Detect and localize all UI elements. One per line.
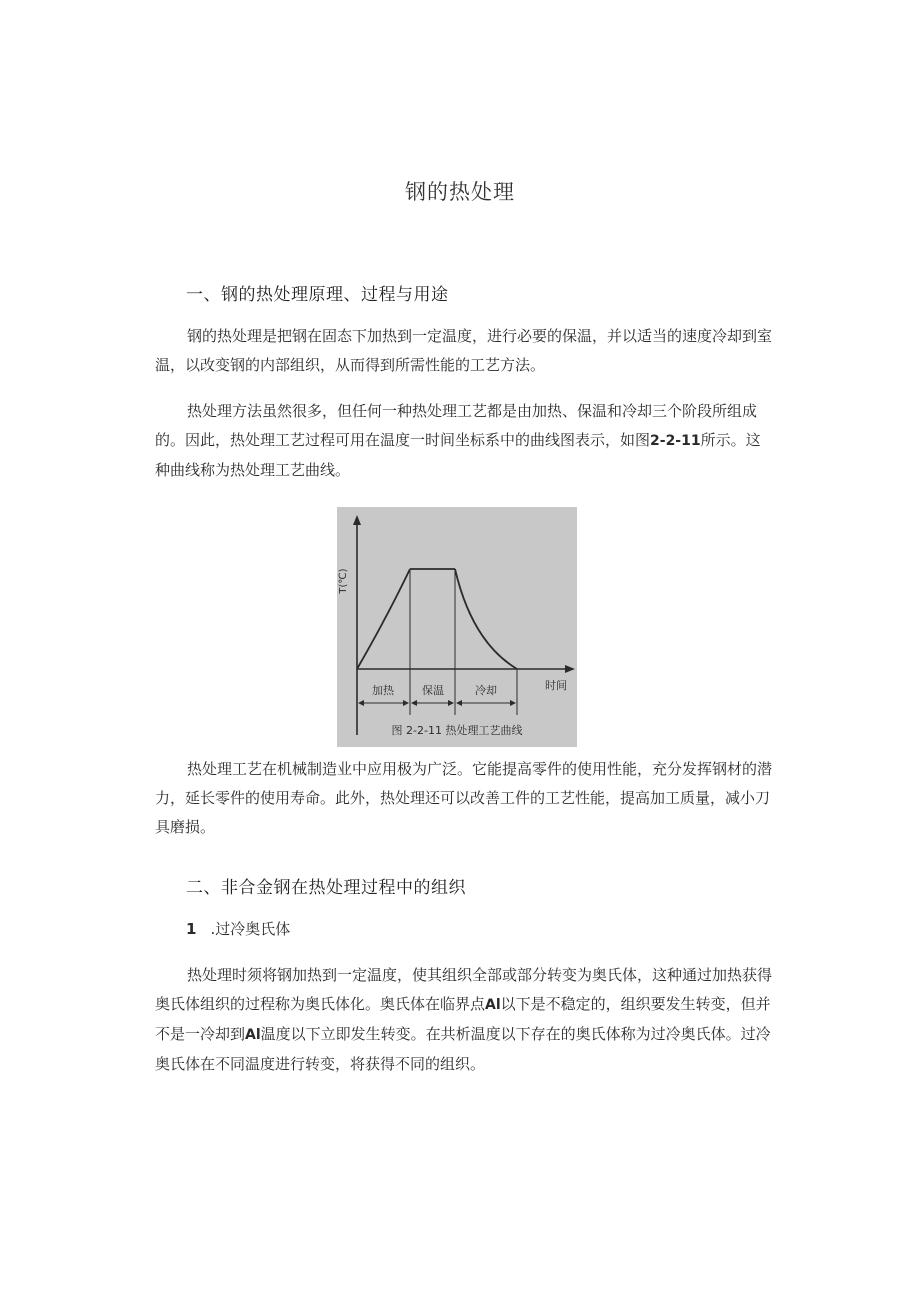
- x-axis-arrow: [565, 665, 575, 673]
- critical-point-a1-second: Al: [245, 1027, 261, 1043]
- heating-arrow-left: [358, 700, 364, 706]
- stage-cooling-label: 冷却: [475, 684, 497, 697]
- section-2-paragraph-1: [155, 961, 775, 1079]
- subsection-1-heading: [186, 918, 290, 939]
- paragraph-text-b: 以下是不稳定的，组织要发生转变，但并不是一冷却到: [155, 995, 771, 1043]
- y-axis-label: T(℃): [338, 568, 349, 594]
- heat-treatment-curve-diagram: [337, 507, 577, 747]
- figure-caption: 图 2-2-11 热处理工艺曲线: [391, 724, 523, 737]
- subsection-1-number: 1: [186, 920, 197, 938]
- heating-curve: [357, 569, 410, 669]
- section-1-paragraph-3: 热处理工艺在机械制造业中应用极为广泛。它能提高零件的使用性能，充分发挥钢材的潜力，延长零件的使用寿命。此外，热处理还可以改善工件的工艺性能，提高加工质量，减小刀具磨损。: [155, 760, 773, 836]
- x-axis-label: 时间: [545, 679, 567, 692]
- cooling-curve: [455, 569, 517, 669]
- cooling-arrow-left: [456, 700, 462, 706]
- heat-treatment-curve-figure: [337, 507, 577, 747]
- figure-reference: 2-2-11: [650, 433, 701, 449]
- y-axis-arrow: [353, 515, 361, 525]
- holding-arrow-left: [411, 700, 417, 706]
- subsection-1-label: .过冷奥氏体: [210, 920, 291, 938]
- section-2-heading: 二、非合金钢在热处理过程中的组织: [186, 878, 466, 898]
- paragraph-2-text-a: 热处理方法虽然很多，但任何一种热处理工艺都是由加热、保温和冷却三个阶段所组成的。因此，热处理工艺过程可用在温度一时间坐标系中的曲线图表示，如图: [155, 402, 758, 449]
- critical-point-a1-first: Al: [485, 997, 501, 1013]
- section-1-paragraph-1: 钢的热处理是把钢在固态下加热到一定温度，进行必要的保温，并以适当的速度冷却到室温，以改变钢的内部组织，从而得到所需性能的工艺方法。: [155, 327, 773, 374]
- cooling-arrow-right: [510, 700, 516, 706]
- section-1-paragraph-2: [155, 397, 775, 485]
- paragraph-text-a: 热处理时须将钢加热到一定温度，使其组织全部或部分转变为奥氏体，这种通过加热获得奥氏体组织的过程称为奥氏体化。奥氏体在临界点: [155, 966, 773, 1013]
- heating-arrow-right: [403, 700, 409, 706]
- paragraph-2-text-b: 所示。这种曲线称为热处理工艺曲线。: [155, 431, 761, 479]
- section-1-heading: 一、钢的热处理原理、过程与用途: [186, 285, 449, 305]
- stage-holding-label: 保温: [422, 684, 444, 697]
- stage-heating-label: 加热: [372, 684, 394, 697]
- paragraph-text-c: 温度以下立即发生转变。在共析温度以下存在的奥氏体称为过冷奥氏体。过冷奥氏体在不同温度进行转变，将获得不同的组织。: [155, 1025, 771, 1073]
- holding-arrow-right: [448, 700, 454, 706]
- document-title: 钢的热处理: [405, 180, 515, 204]
